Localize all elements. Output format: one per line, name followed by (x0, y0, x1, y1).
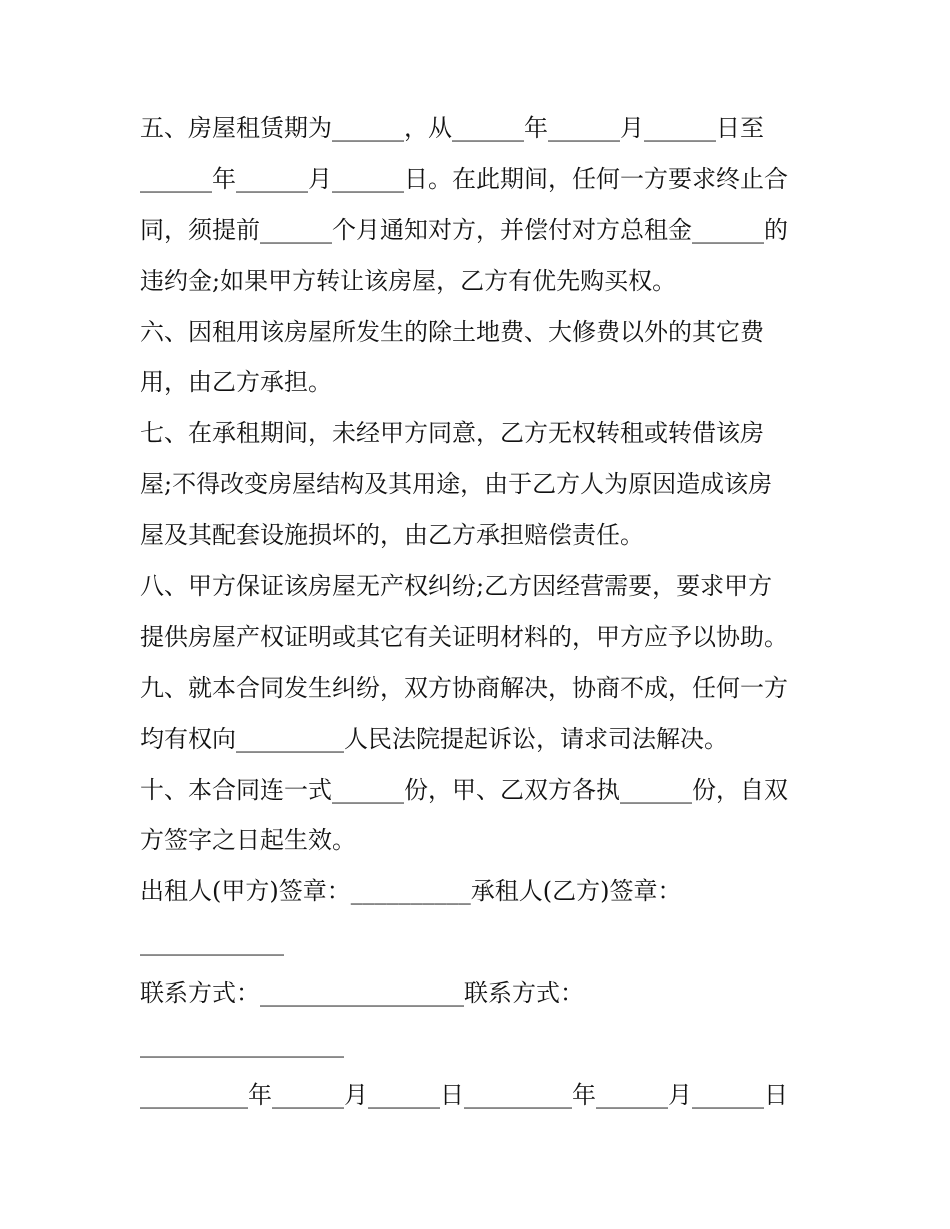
clause-5-line-4: 违约金;如果甲方转让该房屋，乙方有优先购买权。 (140, 266, 677, 295)
clause-5-line-1: 五、房屋租赁期为______，从______年______月______日至 (140, 114, 764, 142)
clause-5-line-3: 同，须提前______个月通知对方，并偿付对方总租金______的 (140, 215, 788, 244)
clause-9-line-2: 均有权向_________人民法院提起诉讼，请求司法解决。 (140, 724, 728, 753)
clause-5-line-2: ______年______月______日。在此期间，任何一方要求终止合 (140, 164, 788, 193)
date-line: _________年______月______日_________年______月______日 (140, 1080, 788, 1109)
clause-9-line-1: 九、就本合同发生纠纷，双方协商解决，协商不成，任何一方 (140, 673, 788, 702)
contract-text (140, 103, 820, 1121)
clause-8-line-1: 八、甲方保证该房屋无产权纠纷;乙方因经营需要，要求甲方 (140, 572, 773, 601)
clause-6-line-2: 用，由乙方承担。 (140, 368, 332, 397)
contact-line-continued: _________________ (140, 1030, 344, 1059)
clause-10-line-2: 方签字之日起生效。 (140, 826, 356, 855)
clause-6-line-1: 六、因租用该房屋所发生的除土地费、大修费以外的其它费 (140, 317, 764, 346)
clause-8-line-2: 提供房屋产权证明或其它有关证明材料的，甲方应予以协助。 (140, 622, 788, 651)
clause-7-line-3: 屋及其配套设施损坏的，由乙方承担赔偿责任。 (140, 521, 644, 550)
clause-7-line-2: 屋;不得改变房屋结构及其用途，由于乙方人为原因造成该房 (140, 470, 773, 499)
signature-line-continued: ____________ (140, 928, 284, 957)
clause-7-line-1: 七、在承租期间，未经甲方同意，乙方无权转租或转借该房 (140, 419, 764, 448)
clause-10-line-1: 十、本合同连一式______份，甲、乙双方各执______份，自双 (140, 775, 788, 804)
contact-line: 联系方式：_________________联系方式： (140, 979, 584, 1008)
signature-line: 出租人(甲方)签章：__________承租人(乙方)签章： (140, 877, 682, 906)
